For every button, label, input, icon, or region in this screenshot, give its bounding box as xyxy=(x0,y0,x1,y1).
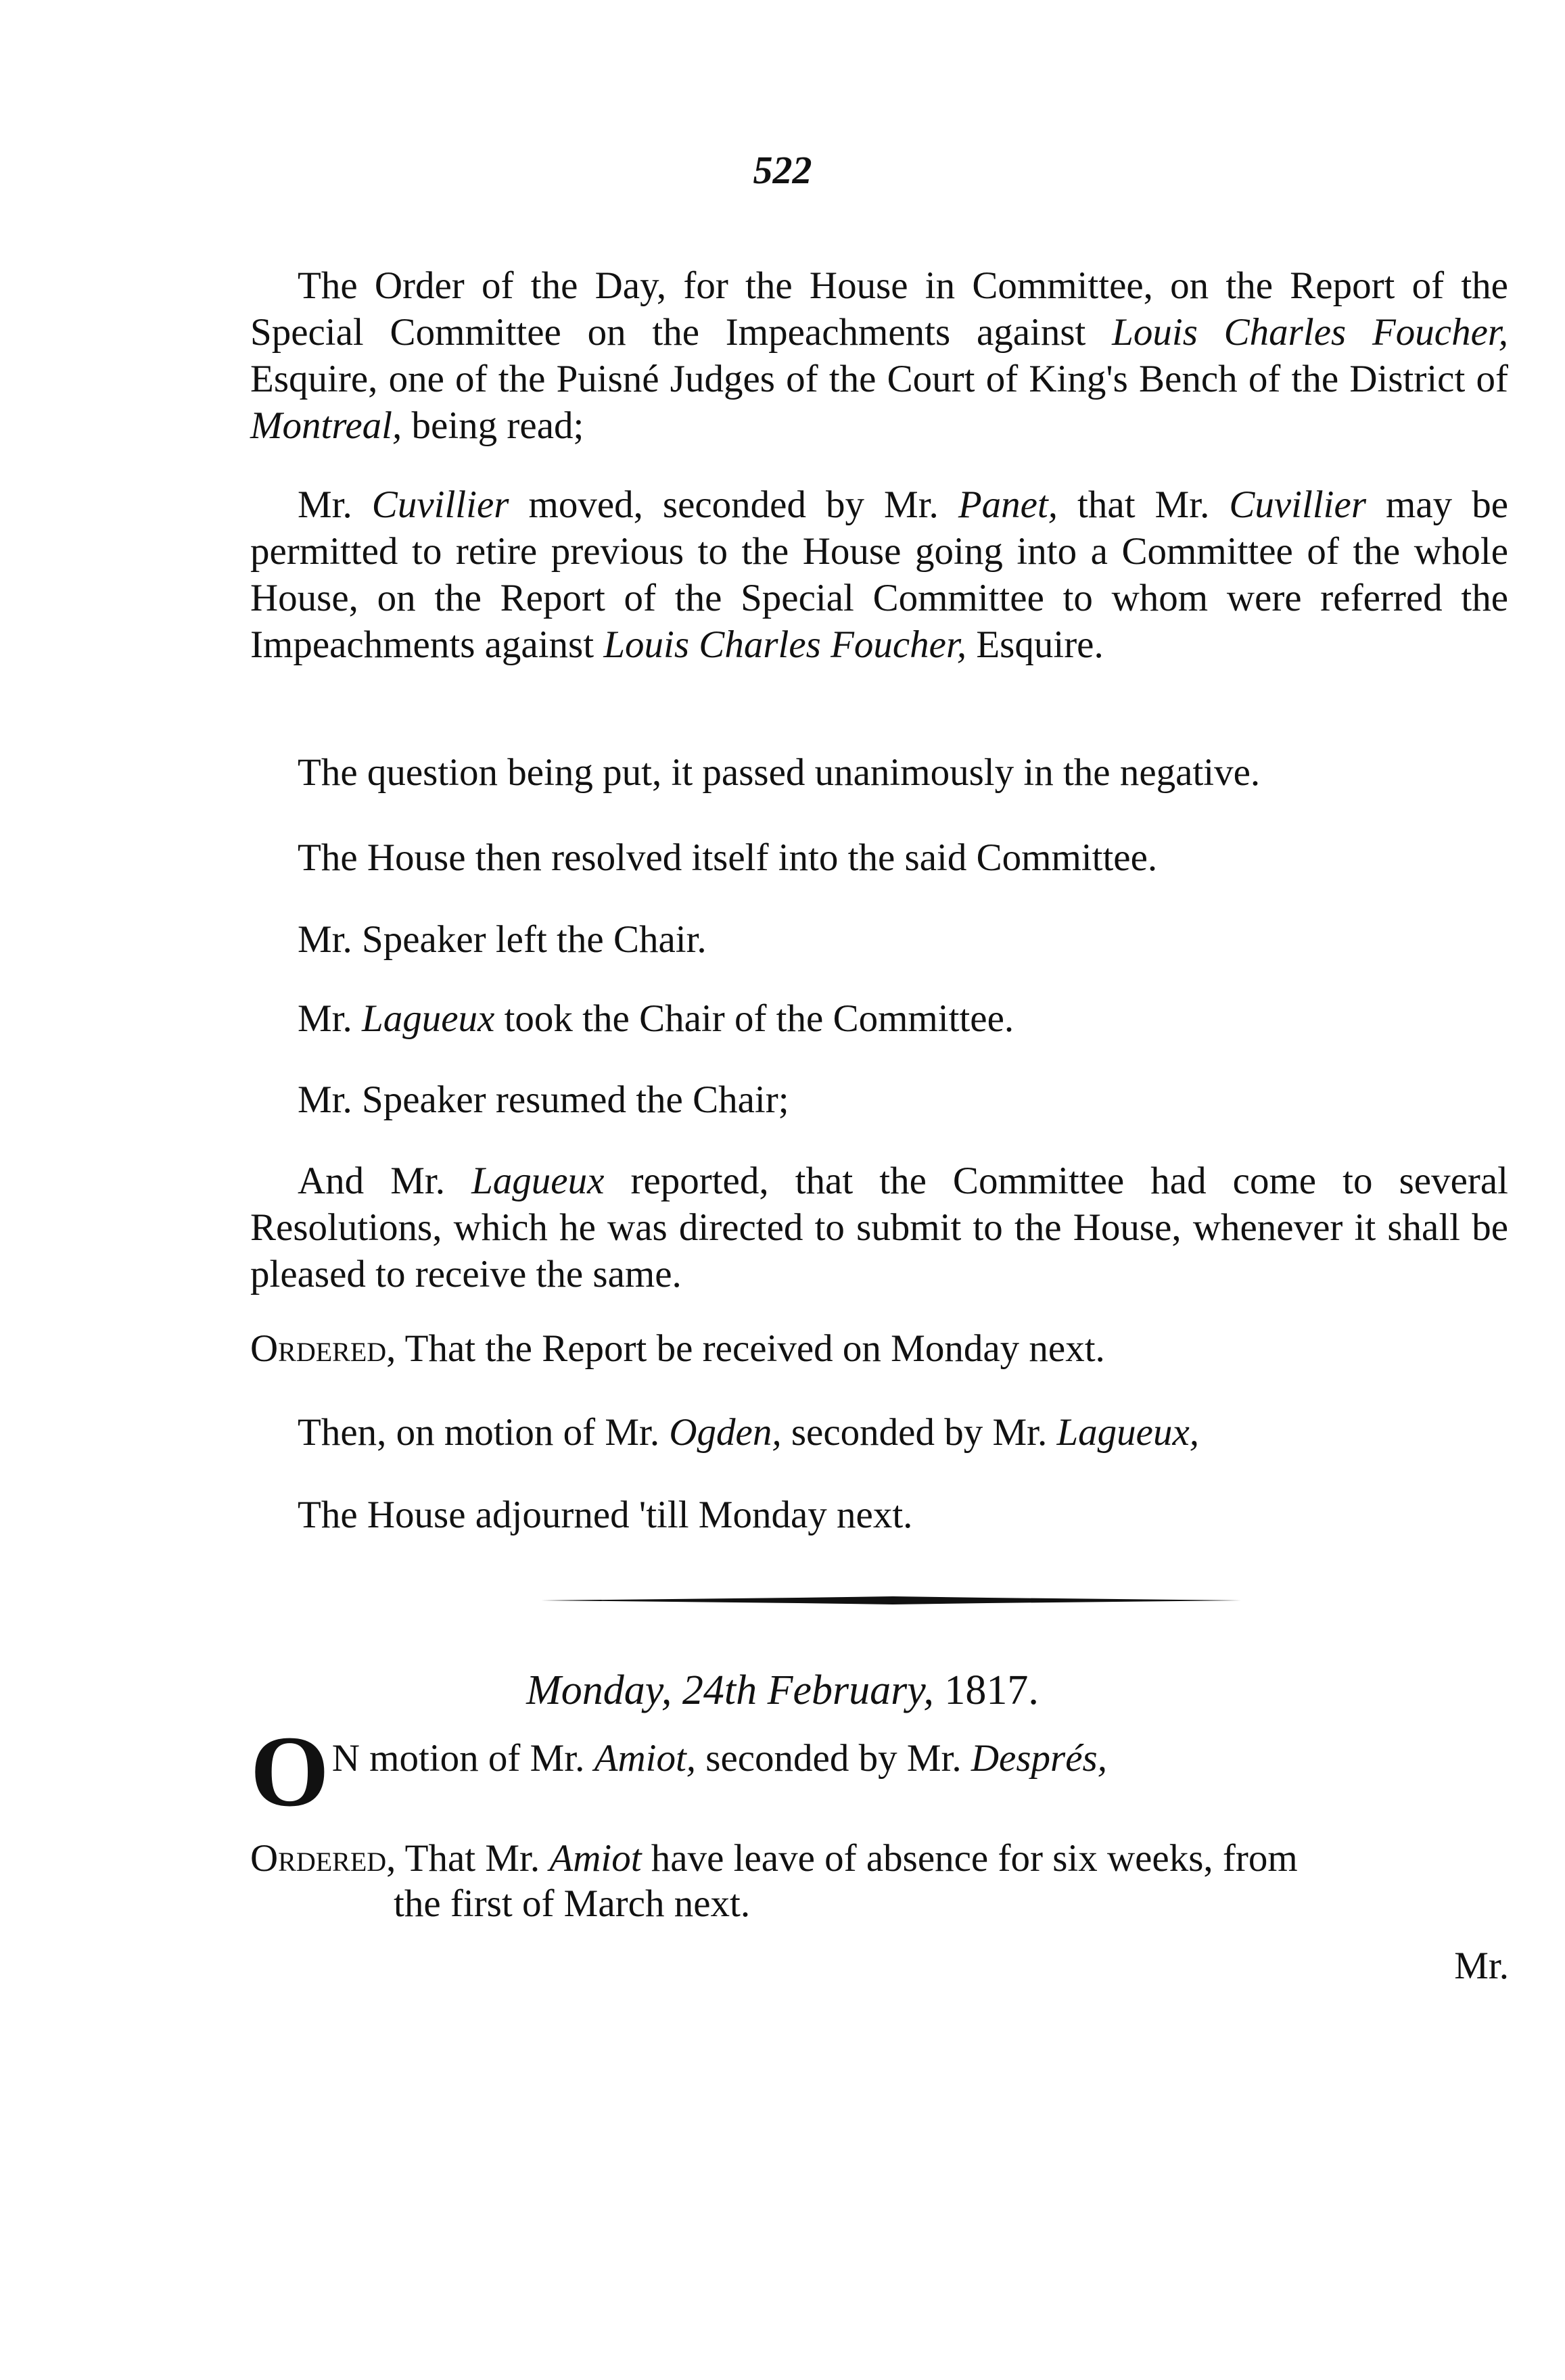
text-run: Mr. xyxy=(298,483,372,526)
paragraph-ordered-leave xyxy=(250,1836,1508,1926)
text-run: being read; xyxy=(402,404,584,447)
italic-name: Ogden, xyxy=(669,1411,782,1454)
text-run: The Order of the Day, for the House in Committee, on the Report of the Special Committee on the Impeachments against xyxy=(250,264,1508,354)
italic-name: Amiot xyxy=(549,1837,642,1880)
italic-name: Lagueux xyxy=(471,1160,605,1202)
italic-name: Lagueux, xyxy=(1056,1411,1200,1454)
text-run: moved, seconded by Mr. xyxy=(509,483,958,526)
italic-name: Amiot, xyxy=(594,1737,697,1780)
section-divider-rule xyxy=(541,1596,1241,1605)
paragraph-speaker-resumed: Mr. Speaker resumed the Chair; xyxy=(298,1078,789,1121)
paragraph-ordered-report xyxy=(250,1325,1508,1372)
paragraph-question-put: The question being put, it passed unanimously in the negative. xyxy=(298,751,1261,794)
italic-name: Després, xyxy=(971,1737,1107,1780)
italic-name: Cuvillier xyxy=(371,483,509,526)
paragraph-speaker-left: Mr. Speaker left the Chair. xyxy=(298,918,707,961)
catchword: Mr. xyxy=(1454,1945,1509,1987)
paragraph-ogden-motion xyxy=(250,1409,1508,1456)
text-run: That Mr. xyxy=(396,1837,550,1880)
drop-cap-letter: O xyxy=(250,1715,329,1828)
text-run: that Mr. xyxy=(1058,483,1230,526)
italic-name: Panet, xyxy=(958,483,1058,526)
italic-name: Lagueux xyxy=(362,997,495,1040)
text-run: reported, that the Committee had come to several Resolutions, which he was directed to submit to the House, whenever it shall be pleased to receive the same. xyxy=(250,1160,1508,1295)
text-run: may be permitted to retire previous to the House going into a Committee of the whole House, on the Report of the Special Committee to whom were referred the Impeachments against xyxy=(250,483,1508,666)
paragraph-house-adjourned: The House adjourned 'till Monday next. xyxy=(298,1494,913,1536)
page-number: 522 xyxy=(753,148,812,192)
text-run: the first of March next. xyxy=(394,1882,751,1925)
text-run: Mr. xyxy=(298,997,363,1040)
text-run: seconded by Mr. xyxy=(696,1737,971,1780)
ordered-label: Ordered, xyxy=(250,1837,396,1880)
heading-year: 1817. xyxy=(933,1667,1039,1713)
text-run: seconded by Mr. xyxy=(781,1411,1057,1454)
paragraph-amiot-motion xyxy=(250,1715,1508,1828)
italic-name: Cuvillier xyxy=(1229,483,1367,526)
text-run: have leave of absence for six weeks, from xyxy=(641,1837,1298,1880)
italic-name: Louis Charles Foucher, xyxy=(1112,311,1508,354)
ordered-label: Ordered, xyxy=(250,1327,396,1370)
text-run: Esquire, one of the Puisné Judges of the Court of King's Bench of the District of xyxy=(250,358,1508,400)
text-run: Then, on motion of Mr. xyxy=(298,1411,670,1454)
text-run: Esquire. xyxy=(966,623,1104,666)
text-run: That the Report be received on Monday next. xyxy=(396,1327,1105,1370)
italic-place: Montreal, xyxy=(250,404,402,447)
paragraph-house-resolved: The House then resolved itself into the said Committee. xyxy=(298,836,1158,879)
paragraph-lagueux-report xyxy=(250,1158,1508,1298)
italic-name: Louis Charles Foucher, xyxy=(603,623,967,666)
text-run: And Mr. xyxy=(298,1160,472,1202)
text-run: took the Chair of the Committee. xyxy=(494,997,1014,1040)
paragraph-cuvillier-motion xyxy=(250,481,1508,668)
paragraph-lagueux-chair xyxy=(250,995,1508,1042)
text-run: N motion of Mr. xyxy=(331,1737,594,1780)
heading-date: Monday, 24th February, xyxy=(526,1667,934,1713)
paragraph-order-of-day xyxy=(250,262,1508,449)
date-heading xyxy=(0,1667,1565,1715)
